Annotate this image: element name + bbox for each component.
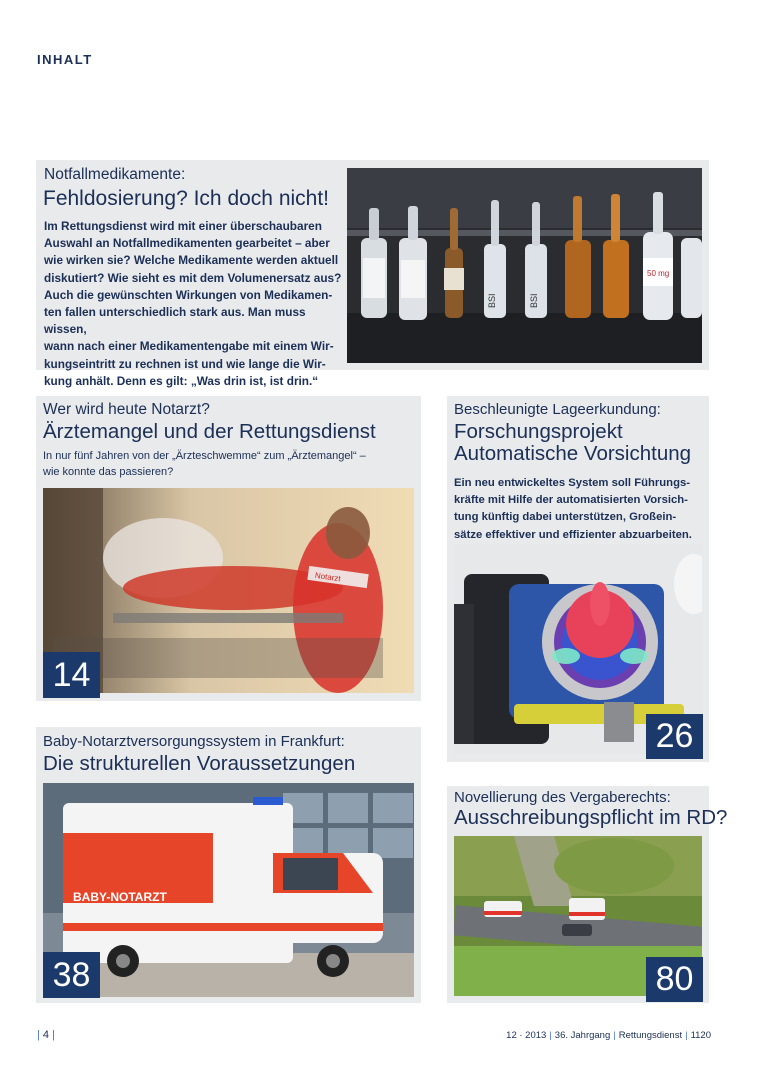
- teaser-line: diskutiert? Wie sieht es mit dem Volumenersatz aus?: [44, 270, 342, 285]
- teaser-line: Im Rettungsdienst wird mit einer überschaubaren: [44, 219, 322, 233]
- folio-bar: |: [37, 1029, 43, 1041]
- article-kicker: Novellierung des Vergaberechts:: [454, 789, 671, 806]
- article-card-doctor-shortage[interactable]: [36, 396, 421, 701]
- teaser-line: kungseintritt zu rechnen ist und wie lange die Wir-: [44, 356, 326, 371]
- article-teaser: [44, 218, 344, 390]
- volume: 36. Jahrgang: [554, 1030, 611, 1041]
- teaser-line: kung anhält. Denn es gilt: „Was drin ist, ist drin.“: [44, 373, 319, 388]
- ampoule-label: 50 mg: [647, 269, 670, 278]
- section-label: INHALT: [37, 52, 93, 67]
- article-card-medications[interactable]: [36, 160, 709, 388]
- issue-code: 1120: [690, 1030, 711, 1041]
- teaser-line: wie konnte das passieren?: [43, 466, 174, 478]
- magazine-name: Rettungsdienst: [618, 1030, 683, 1041]
- teaser-line: Auch die gewünschten Wirkungen von Medikamen-: [44, 287, 333, 302]
- issue: 12 · 2013: [506, 1030, 547, 1041]
- teaser-line: kräfte mit Hilfe der automatisierten Vorsich-: [454, 494, 688, 507]
- article-title-line: Automatische Vorsichtung: [454, 442, 692, 465]
- article-card-triage[interactable]: [447, 396, 709, 762]
- issue-line: 12 · 2013 | 36. Jahrgang | Rettungsdienst | 1120: [506, 1030, 711, 1041]
- page-number-badge: 80: [646, 957, 703, 1002]
- page-number-badge: 14: [43, 652, 100, 698]
- teaser-line: ten fallen unterschiedlich stark aus. Man muss wissen,: [44, 305, 306, 337]
- article-card-procurement[interactable]: [447, 786, 728, 1003]
- page-number-badge: 38: [43, 952, 100, 998]
- article-card-baby-ambulance[interactable]: [36, 727, 421, 1003]
- article-title: Ausschreibungspflicht im RD?: [454, 806, 728, 829]
- ampoule-label: BSI: [487, 293, 497, 308]
- article-kicker: Baby-Notarztversorgungssystem in Frankfurt:: [43, 733, 345, 750]
- ampoules-photo: [347, 168, 702, 363]
- article-kicker: Wer wird heute Notarzt?: [43, 401, 210, 418]
- vehicle-lettering: BABY-NOTARZT: [73, 890, 167, 904]
- article-kicker: Notfallmedikamente:: [44, 166, 186, 183]
- folio: [37, 1029, 55, 1041]
- teaser-line: wie wirken sie? Welche Medikamente werden aktuell: [44, 253, 339, 268]
- ampoule-label: BSI: [529, 293, 539, 308]
- article-title: Die strukturellen Voraussetzungen: [43, 752, 356, 775]
- page-number: 4: [42, 1029, 50, 1041]
- vest-label: Notarzt: [314, 570, 342, 584]
- article-kicker: Beschleunigte Lageerkundung:: [454, 401, 661, 418]
- article-title: Ärztemangel und der Rettungsdienst: [43, 420, 376, 443]
- teaser-line: Auswahl an Notfallmedikamenten gearbeitet – aber: [44, 236, 330, 251]
- article-teaser: [454, 475, 706, 544]
- teaser-line: In nur fünf Jahren von der „Ärzteschwemme“ zum „Ärztemangel“ –: [43, 450, 366, 462]
- teaser-line: Ein neu entwickeltes System soll Führungs-: [454, 477, 691, 489]
- teaser-line: wann nach einer Medikamentengabe mit einem Wir-: [44, 339, 334, 354]
- article-title: Fehldosierung? Ich doch nicht!: [43, 187, 330, 210]
- article-title-line: Forschungsprojekt: [454, 420, 623, 443]
- teaser-line: tung künftig dabei unterstützen, Großein-: [454, 511, 677, 524]
- article-teaser: [43, 448, 415, 480]
- page-number-badge: 26: [646, 714, 703, 759]
- teaser-line: sätze effektiver und effizienter abzuarbeiten.: [454, 528, 692, 541]
- folio-bar: |: [49, 1029, 55, 1041]
